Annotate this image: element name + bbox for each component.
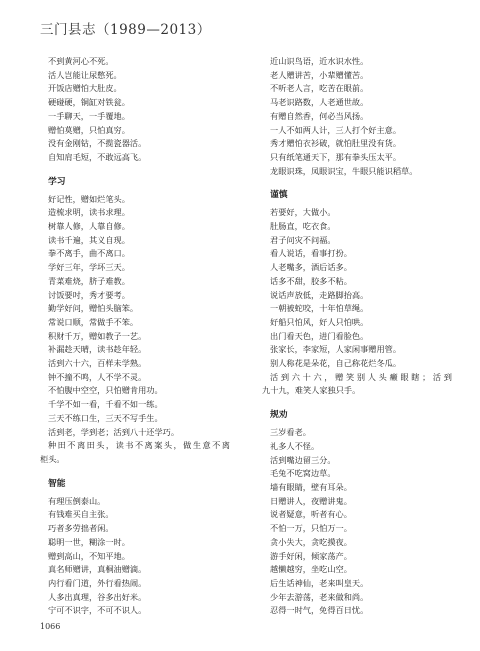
proverb-line: 千学不如一看，千看不如一练。 <box>48 399 163 410</box>
proverb-line: 常说口顺，常做手不笨。 <box>48 316 139 327</box>
section-heading-advice: 规劝 <box>270 410 288 421</box>
proverb-line: 活人岂能让尿憋死。 <box>48 69 122 80</box>
proverb-line: 龙眼识珠，凤眼识宝，牛眼只能识稻草。 <box>270 165 418 176</box>
proverb-line: 勤学好问，赠怕头脑笨。 <box>48 303 139 314</box>
caution-proverb-list <box>262 206 452 398</box>
proverb-line: 马老识路数，人老通世故。 <box>270 97 369 108</box>
proverb-line: 赠怕莫赠，只怕真穷。 <box>48 124 130 135</box>
proverb-line: 不怕一万，只怕万一。 <box>270 523 352 534</box>
right-column <box>262 55 452 618</box>
proverb-line: 墙有眼睛，壁有耳朵。 <box>270 481 352 492</box>
left-column <box>40 55 230 618</box>
proverb-line: 肚肠直，吃衣食。 <box>270 221 336 232</box>
proverb-line: 忍得一时气，免得百日忧。 <box>270 605 369 616</box>
proverb-line: 赠到高山，不知平地。 <box>48 550 130 561</box>
proverb-line: 内行看门道，外行看热闹。 <box>48 577 147 588</box>
proverb-line: 秀才赠怕衣衫破，就怕肚里没有货。 <box>270 138 402 149</box>
proverb-line: 有赠自然香，何必当风扬。 <box>270 110 369 121</box>
proverb-line: 钟不撞不鸣，人不学不灵。 <box>48 371 147 382</box>
proverb-line: 说者疑意，听者有心。 <box>270 509 352 520</box>
proverb-line: 活到六十六，赠笑别人头癞眼瞎；活到 <box>270 371 452 382</box>
proverb-line: 毛兔不吃窝边草。 <box>270 468 336 479</box>
proverb-line: 不怕腹中空空，只怕赠肯用功。 <box>48 385 163 396</box>
proverb-line: 日赠讲人，夜赠讲鬼。 <box>270 495 352 506</box>
left-intro-list <box>40 55 230 165</box>
proverb-line: 人老嘴多，酒后话多。 <box>270 262 352 273</box>
proverb-line: 补漏趁天晴，读书趁年轻。 <box>48 344 147 355</box>
proverb-line: 聪明一世，糊涂一时。 <box>48 536 130 547</box>
proverb-line-continuation: 九十九，难笑人家独只手。 <box>262 385 361 396</box>
proverb-line: 好记性，赠如烂笔头。 <box>48 193 130 204</box>
proverb-line: 自知肩毛短，不敢远高飞。 <box>48 151 147 162</box>
proverb-line: 只有纸笔通天下，那有拳头压太平。 <box>270 151 402 162</box>
proverb-line: 说话声放低，走路脚抬高。 <box>270 289 369 300</box>
section-heading-study: 学习 <box>48 176 66 187</box>
proverb-line: 后生话神仙，老来叫皇天。 <box>270 577 369 588</box>
proverb-line: 没有金刚钻，不揽瓷器活。 <box>48 138 147 149</box>
proverb-line-continuation: 柜头。 <box>40 453 65 464</box>
proverb-line: 宁可不识字，不可不识人。 <box>48 605 147 616</box>
proverb-line: 活到嘴边留三分。 <box>270 454 336 465</box>
proverb-line: 张家长，李家短，人家闲事赠用管。 <box>270 344 402 355</box>
proverb-line: 话多不甜，胶多不粘。 <box>270 275 352 286</box>
section-heading-caution: 谨慎 <box>270 190 288 201</box>
proverb-line: 有理压倒泰山。 <box>48 495 106 506</box>
proverb-line: 活到六十六，百样未学熟。 <box>48 358 147 369</box>
proverb-line: 开饭店赠怕大肚皮。 <box>48 83 122 94</box>
proverb-line: 巧者多劳拙者闲。 <box>48 523 114 534</box>
proverb-line: 一朝被蛇咬，十年怕草绳。 <box>270 303 369 314</box>
proverb-line: 越懒越穷，坐吃山空。 <box>270 564 352 575</box>
proverb-line: 种田不离田头，读书不离案头，做生意不离 <box>48 440 230 451</box>
proverb-line: 近山识鸟语，近水识水性。 <box>270 56 369 66</box>
proverb-line: 看人说话，看事打扮。 <box>270 248 352 259</box>
proverb-line: 积财千万，赠如教子一艺。 <box>48 330 147 341</box>
proverb-line: 树靠人修，人靠自修。 <box>48 221 130 232</box>
proverb-line: 好船只怕风，好人只怕哄。 <box>270 316 369 327</box>
proverb-line: 少年去游荡，老来做和尚。 <box>270 591 369 602</box>
proverb-line: 真名师赠讲，真桐油赠滴。 <box>48 564 147 575</box>
proverb-line: 礼多人不怪。 <box>270 440 320 451</box>
proverb-line: 老人赠讲苦，小辈赠懂苦。 <box>270 69 369 80</box>
proverb-line: 讨饭要吋，秀才要考。 <box>48 289 130 300</box>
proverb-line: 一人不如两人计，三人打个好主意。 <box>270 124 402 135</box>
proverb-line: 人多出真理，谷多出好米。 <box>48 591 147 602</box>
proverb-line: 造梳求明，读书求理。 <box>48 207 130 218</box>
page-number: 1066 <box>40 622 61 631</box>
proverb-line: 拳不离手，曲不离口。 <box>48 248 130 259</box>
proverb-line: 君子问灾不问福。 <box>270 234 336 245</box>
proverb-line: 读书千遍，其义自现。 <box>48 234 130 245</box>
study-proverb-list <box>40 193 230 467</box>
right-intro-list <box>262 55 452 178</box>
proverb-line: 若要好，大做小。 <box>270 207 336 218</box>
wisdom-proverb-list <box>40 495 230 618</box>
proverb-line: 出门看天色，进门看脸色。 <box>270 330 369 341</box>
advice-proverb-list <box>262 426 452 618</box>
section-heading-wisdom: 智能 <box>48 478 66 489</box>
proverb-line: 有钱难买自主张。 <box>48 509 114 520</box>
proverb-line: 不到黄河心不死。 <box>48 56 114 66</box>
proverb-line: 游手好闲，倾家荡产。 <box>270 550 352 561</box>
proverb-line: 活到老，学到老；活到八十还学巧。 <box>48 426 180 437</box>
proverb-line: 不听老人言，吃苦在眼前。 <box>270 83 369 94</box>
proverb-line: 三天不练口生，三天不写手生。 <box>48 412 163 423</box>
proverb-line: 别人称花是朵花，自己称花烂冬瓜。 <box>270 358 402 369</box>
proverb-line: 硬碰硬，铜缸对铁瓮。 <box>48 97 130 108</box>
proverb-line: 一手聊天，一手覆地。 <box>48 110 130 121</box>
page-header: 三门县志（1989—2013） <box>40 22 211 38</box>
proverb-line: 学好三年，学坏三天。 <box>48 262 130 273</box>
proverb-line: 青菜难烧，脐子难教。 <box>48 275 130 286</box>
proverb-line: 三岁看老。 <box>270 427 311 438</box>
proverb-line: 贪小失大，贪吃摸夜。 <box>270 536 352 547</box>
